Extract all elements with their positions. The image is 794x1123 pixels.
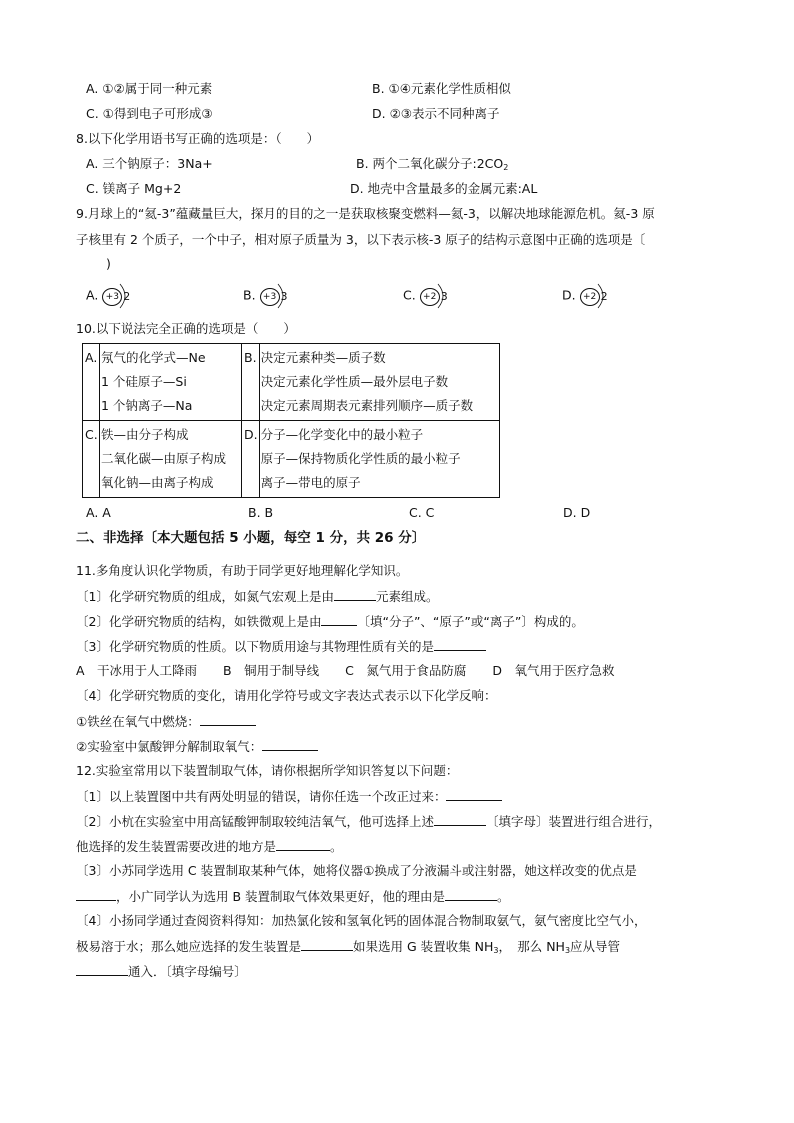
q7-option-b: B. ①④元素化学性质相似 <box>372 81 511 96</box>
answer-blank[interactable] <box>76 888 116 901</box>
q11-part3: 〔3〕化学研究物质的性质。以下物质用途与其物理性质有关的是 <box>76 638 486 654</box>
answer-blank[interactable] <box>76 963 128 976</box>
atom-diagram-d: +2 2 <box>580 286 612 306</box>
q10-cell-a: 氖气的化学式—Ne 1 个硅原子—Si 1 个钠离子—Na <box>100 344 242 421</box>
q12-part2-line2: 他选择的发生装置需要改进的地方是 。 <box>76 839 343 854</box>
answer-blank[interactable] <box>301 938 353 951</box>
answer-blank[interactable] <box>321 613 357 626</box>
q10-cell-c: 铁—由分子构成 二氧化碳—由原子构成 氧化钠—由离子构成 <box>100 421 242 498</box>
answer-blank[interactable] <box>276 838 330 851</box>
answer-blank[interactable] <box>200 713 256 726</box>
q12-part4-line1: 〔4〕小扬同学通过查阅资料得知：加热氯化铵和氢氧化钙的固体混合物制取氨气，氨气密度比空气小， <box>76 913 647 928</box>
atom-diagram-a: +3 2 <box>102 286 134 306</box>
q8-stem: 8.以下化学用语书写正确的选项是：（ ） <box>76 131 320 146</box>
q9-option-c: C. +2 3 <box>403 286 452 306</box>
q10-options-table <box>82 343 500 498</box>
q11-reaction1: ①铁丝在氧气中燃烧： <box>76 713 256 729</box>
q7-option-d: D. ②③表示不同种离子 <box>372 106 500 121</box>
q9-stem-line1: 9.月球上的“氦-3”蕴藏量巨大，探月的目的之一是获取核聚变燃料—氦-3，以解决地球能源危机。氦-3 原 <box>76 206 655 221</box>
q11-part1: 〔1〕化学研究物质的组成，如氮气宏观上是由 元素组成。 <box>76 589 439 604</box>
q10-answer-b: B. B <box>248 505 274 520</box>
q8-option-b: B. 两个二氧化碳分子$:2CO_2$ <box>356 156 509 172</box>
q11-part4: 〔4〕化学研究物质的变化，请用化学符号或文字表达式表示以下化学反响： <box>76 688 497 703</box>
answer-blank[interactable] <box>334 588 376 601</box>
q9-option-d: D. +2 2 <box>562 286 612 306</box>
atom-diagram-c: +2 3 <box>420 286 452 306</box>
q11-part2: 〔2〕化学研究物质的结构，如铁微观上是由 〔填“分子”、“原子”或“离子”〕构成的。 <box>76 614 584 629</box>
q10-stem: 10.以下说法完全正确的选项是（ ） <box>76 321 296 336</box>
q9-stem-line3: ) <box>106 256 111 271</box>
q12-stem: 12.实验室常用以下装置制取气体，请你根据所学知识答复以下问题： <box>76 763 459 778</box>
q12-part4-line3: 通入．〔填字母编号〕 <box>76 963 247 979</box>
q12-part4-line2: 极易溶于水；那么她应选择的发生装置是 如果选用 G 装置收集 $NH_3$， 那么 $NH_3$应从导管 <box>76 939 621 955</box>
q8-option-d: D. 地壳中含量最多的金属元素:AL <box>350 181 538 196</box>
q11-stem: 11.多角度认识化学物质，有助于同学更好地理解化学知识。 <box>76 563 409 578</box>
q11-choices: A 干冰用于人工降雨 B 铜用于制导线 C 氮气用于食品防腐 D 氧气用于医疗急救 <box>76 663 615 678</box>
q10-answer-c: C. C <box>409 505 435 520</box>
q9-stem-line2: 子核里有 2 个质子，一个中子，相对原子质量为 3，以下表示核-3 原子的结构示意图中正确的选项是〔 <box>76 232 646 247</box>
section-heading: 二、非选择〔本大题包括 5 小题，每空 1 分，共 26 分〕 <box>76 530 426 546</box>
answer-blank[interactable] <box>445 888 497 901</box>
q7-option-c: C. ①得到电子可形成③ <box>86 106 213 121</box>
q9-option-b: B. +3 3 <box>243 286 292 306</box>
q12-part1: 〔1〕以上装置图中共有两处明显的错误，请你任选一个改正过来： <box>76 788 502 804</box>
atom-diagram-b: +3 3 <box>260 286 292 306</box>
q10-cell-d: 分子—化学变化中的最小粒子 原子—保持物质化学性质的最小粒子 离子—带电的原子 <box>259 421 499 498</box>
q12-part3-line2: ，小广同学认为选用 B 装置制取气体效果更好，他的理由是 。 <box>76 888 510 904</box>
answer-blank[interactable] <box>262 738 318 751</box>
q10-answer-d: D. D <box>563 505 591 520</box>
q10-label-a: A. <box>83 344 100 421</box>
q8-option-c: C. 镁离子 Mg+2 <box>86 181 182 196</box>
q10-answer-a: A. A <box>86 505 111 520</box>
q9-option-a: A. +3 2 <box>86 286 134 306</box>
q10-cell-b: 决定元素种类—质子数 决定元素化学性质—最外层电子数 决定元素周期表元素排列顺序—质子数 <box>259 344 499 421</box>
q8-option-a: A. 三个钠原子：3Na+ <box>86 156 213 171</box>
q12-part2-line1: 〔2〕小杭在实验室中用高锰酸钾制取较纯洁氧气，他可选择上述 〔填字母〕装置进行组合进行， <box>76 814 661 829</box>
q7-option-a: A. ①②属于同一种元素 <box>86 81 213 96</box>
answer-blank[interactable] <box>434 813 486 826</box>
answer-blank[interactable] <box>446 788 502 801</box>
q11-reaction2: ②实验室中氯酸钾分解制取氧气： <box>76 738 318 754</box>
q12-part3-line1: 〔3〕小苏同学选用 C 装置制取某种气体，她将仪器①换成了分液漏斗或注射器，她这样改变的优点是 <box>76 863 637 878</box>
answer-blank[interactable] <box>434 638 486 651</box>
q10-label-c: C. <box>83 421 100 498</box>
q10-label-d: D. <box>242 421 260 498</box>
q10-label-b: B. <box>242 344 260 421</box>
